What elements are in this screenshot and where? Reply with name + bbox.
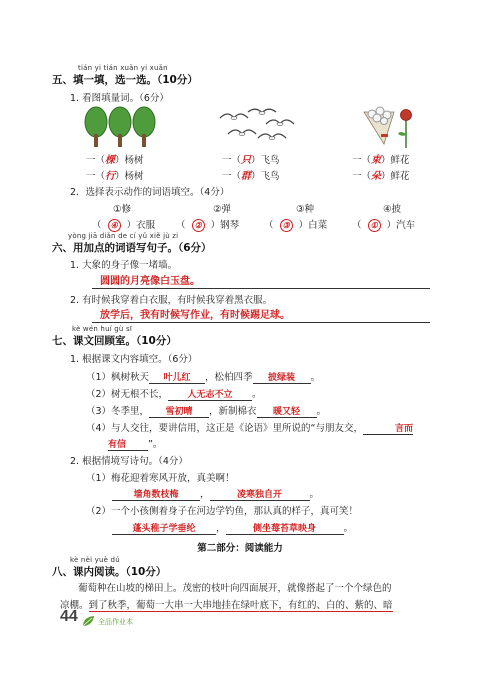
measure-left-1: 一（棵）杨树 [86, 155, 144, 166]
page-number: 44 [60, 608, 78, 625]
measure-right-2: 一（朵）鲜花 [352, 171, 410, 182]
answer-text: 束 [371, 155, 382, 166]
section5-pinyin: tián yi tián xuǎn yi xuǎn [78, 64, 168, 72]
section7-pinyin: kè wén huí gù sī [72, 325, 132, 333]
poem-scene-1: （1）梅花迎着寒风开放，真美啊！ [86, 473, 235, 484]
fill-1: （ ④ ）衣服 [92, 220, 156, 231]
part2-heading: 第二部分：阅读能力 [197, 543, 283, 554]
answer-line [92, 322, 430, 323]
section6-pinyin: yòng jiā diǎn de cí yǔ xiě jù zi [68, 232, 179, 240]
section8-pinyin: kè nèi yuè dú [70, 556, 120, 564]
recall-line-4b: 有信 ”。 [108, 439, 163, 450]
recall-line-4: （4）与人交往，要讲信用，这正是《论语》里所说的“与朋友交， 言而 [86, 423, 413, 434]
reading-line-2: 凉棚。到了秋季，葡萄一大串一大串地挂在绿叶底下，有红的、白的、紫的、暗 [60, 600, 393, 611]
measure-right-1: 一（束）鲜花 [352, 155, 410, 166]
reading-underlined: 到了秋季，葡萄一大串一大串地挂在绿叶底下，有红的、白的、紫的、暗 [88, 600, 393, 611]
poplar-trees-image [82, 106, 158, 148]
section6-sentence2: 2. 有时候我穿着白衣服，有时候我穿着黑衣服。 [70, 295, 273, 306]
poem-answer-2: 蓬头稚子学垂纶 ， 侧坐莓苔草映身 。 [112, 520, 353, 535]
answer-text: 行 [105, 171, 116, 182]
measure-mid-1: 一（只）飞鸟 [222, 155, 280, 166]
poem-answer-1: 墙角数枝梅 ， 凌寒独自开 。 [112, 486, 319, 501]
reading-line-1: 葡萄种在山坡的梯田上。茂密的枝叶向四面展开，就像搭起了一个个绿色的 [78, 583, 392, 594]
section6-answer1: 圆圆的月亮像白玉盘。 [100, 276, 200, 287]
section6-answer2: 放学后，我有时候写作业，有时候踢足球。 [100, 310, 290, 321]
option-1: ①修 [113, 204, 132, 215]
leaf-icon [82, 615, 96, 627]
section5-title: 五、填一填，选一选。（10分） [52, 74, 198, 86]
section5-q2: 2．选择表示动作的词语填空。（4分） [70, 187, 230, 198]
answer-text: 群 [241, 171, 252, 182]
section5-q1: 1. 看图填量词。（6分） [70, 93, 169, 104]
section8-title: 八、课内阅读。（10分） [52, 566, 167, 578]
measure-mid-2: 一（群）飞鸟 [222, 171, 280, 182]
answer-text: 棵 [105, 155, 116, 166]
section7-title: 七、课文回顾室。（10分） [52, 335, 177, 347]
fill-2: （ ② ）钢琴 [176, 220, 240, 231]
measure-left-2: 一（行）杨树 [86, 171, 144, 182]
flowers-image [358, 104, 418, 150]
recall-line-1: （1）枫树秋天 叶儿红 ，松柏四季 披绿装 。 [86, 372, 321, 383]
flying-birds-image [218, 108, 298, 146]
section6-title: 六、用加点的词语写句子。（6分） [52, 242, 212, 254]
option-2: ②弹 [213, 204, 232, 215]
option-4: ④披 [383, 204, 402, 215]
section7-q1: 1. 根据课文内容填空。（6分） [70, 354, 198, 365]
poem-scene-2: （2）一个小孩侧着身子在河边学钓鱼，那认真的样子，真可笑！ [86, 506, 359, 517]
fill-4: （ ① ）汽车 [352, 220, 416, 231]
answer-text: 朵 [371, 171, 382, 182]
section7-q2: 2. 根据情境写诗句。（4分） [70, 456, 188, 467]
answer-line [92, 288, 430, 289]
answer-text: 只 [241, 155, 252, 166]
recall-line-3: （3）冬季里， 雪初晴 ，新制棉衣 暖又轻 。 [86, 406, 327, 417]
fill-3: （ ③ ）白菜 [264, 220, 328, 231]
brand-label: 全品作业本 [98, 618, 133, 626]
section6-sentence1: 1. 大象的身子像一堵墙。 [70, 260, 178, 271]
recall-line-2: （2）树无根不长， 人无志不立 。 [86, 389, 262, 400]
option-3: ③种 [296, 204, 315, 215]
